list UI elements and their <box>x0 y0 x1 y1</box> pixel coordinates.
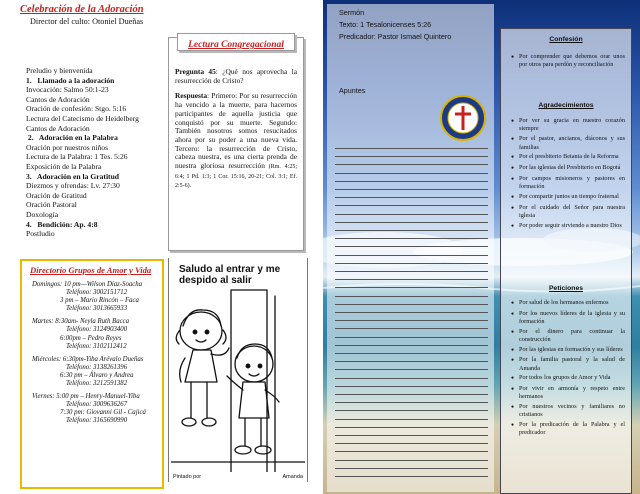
note-line <box>335 246 488 247</box>
note-line <box>335 410 488 411</box>
prayer-item: ● Por campos misioneros y pastores en formación <box>505 175 625 191</box>
prayer-item: ● Por ver su gracia en nuestro corazón siempre <box>505 117 625 133</box>
service-item: Exposición de la Palabra <box>26 161 102 171</box>
note-line <box>335 156 488 157</box>
note-line <box>335 214 488 215</box>
note-line <box>335 181 488 182</box>
note-line <box>335 460 488 461</box>
sermon-text: Texto: 1 Tesalonicenses 5:26 <box>339 20 432 29</box>
kids-footer-left: Pintado por <box>173 474 202 480</box>
service-item: Oración de confesión: Stgo. 5:16 <box>26 104 127 114</box>
answer-refs: (Rm. 4:25; 6:4; 1 Pd. 1:3; 1 Cor. 15:16, 20-21; Col. 3:1; Ef. 2:5-6). <box>175 164 297 190</box>
directorio-line: Martes: 8:30am- Neyla Ruth Bacca <box>32 318 130 326</box>
service-item: Oración de Gratitud <box>26 190 87 200</box>
note-line <box>335 476 488 477</box>
note-line <box>335 443 488 444</box>
note-line <box>335 287 488 288</box>
church-logo <box>439 94 487 142</box>
sermon-preacher: Predicador: Pastor Ismael Quintero <box>339 32 452 41</box>
children-drawing <box>171 286 305 472</box>
sermon-label: Sermón <box>339 8 365 17</box>
directorio-line: Teléfono: 3165690990 <box>66 417 128 425</box>
lectura-box <box>168 37 304 251</box>
directorio-title: Directorio Grupos de Amor y Vida <box>30 265 152 275</box>
kids-coloring-picture <box>168 258 308 482</box>
note-line <box>335 328 488 329</box>
celebration-title: Celebración de la Adoración <box>20 4 144 15</box>
peticiones-list <box>505 299 625 439</box>
service-section-heading: 3. Adoración en la Gratitud <box>26 171 120 181</box>
directorio-line: 7:30 pm: Giovanni Gil - Cajicá <box>60 409 146 417</box>
note-line <box>335 197 488 198</box>
service-item: Invocación: Salmo 50:1-23 <box>26 85 109 95</box>
note-line <box>335 263 488 264</box>
lectura-title: Lectura Congregacional <box>188 40 284 50</box>
service-section-heading: 4. Bendición: Ap. 4:8 <box>26 219 98 229</box>
note-line <box>335 394 488 395</box>
service-item: Oración Pastoral <box>26 200 77 210</box>
note-line <box>335 312 488 313</box>
directorio-list <box>32 281 160 426</box>
prayer-item: ● Por comprender que debemos orar unos por otros para perdón y reconciliación <box>505 53 625 69</box>
note-line <box>335 189 488 190</box>
note-line <box>335 427 488 428</box>
confesion-list <box>505 53 625 72</box>
note-line <box>335 222 488 223</box>
confesion-title: Confesión <box>549 36 583 43</box>
prayer-item: ● Por la predicación de la Palabra y el predicador <box>505 421 625 437</box>
question-text: : ¿Qué nos aprovecha la resurrección de Cristo? <box>175 67 297 85</box>
service-item: Postludio <box>26 229 55 239</box>
note-line <box>335 205 488 206</box>
note-line <box>335 271 488 272</box>
notes-label: Apuntes <box>339 86 366 95</box>
directorio-box <box>20 259 164 489</box>
service-section-heading: 2. Adoración en la Palabra <box>26 133 118 143</box>
agradecimientos-title: Agradecimientos <box>538 102 594 109</box>
prayer-item: ● Por poder seguir sirviendo a nuestro Dios <box>505 222 625 230</box>
director-line: Director del culto: Otoniel Dueñas <box>30 17 144 26</box>
directorio-line: Teléfono: 3138261396 <box>66 363 128 371</box>
answer-label: Respuesta <box>175 91 208 101</box>
peticiones-title: Peticiones <box>549 285 583 292</box>
note-line <box>335 378 488 379</box>
order-of-service <box>26 66 176 239</box>
prayer-item: ● Por el presbiterio Betania de la Reforma <box>505 153 625 161</box>
directorio-line: Viernes: 5:00 pm – Henry-Manuel-Yiba <box>32 393 140 401</box>
directorio-line: Teléfono: 3002151712 <box>66 289 128 297</box>
service-item: Oración por nuestros niños <box>26 142 109 152</box>
note-line <box>335 255 488 256</box>
directorio-line: Teléfono: 3009636267 <box>66 401 128 409</box>
note-line <box>335 402 488 403</box>
agradecimientos-list <box>505 117 625 233</box>
service-item: Diezmos y ofrendas: Lv. 27:30 <box>26 181 120 191</box>
note-line <box>335 435 488 436</box>
note-line <box>335 369 488 370</box>
prayer-panel <box>500 28 632 494</box>
lectura-text <box>175 68 297 191</box>
note-line <box>335 337 488 338</box>
service-item: Lectura de la Palabra: 1 Tes. 5:26 <box>26 152 128 162</box>
kids-caption: Saludo al entrar y me despido al salir <box>179 264 281 286</box>
note-line <box>335 345 488 346</box>
note-line <box>335 361 488 362</box>
service-section-heading: 1. Llamado a la adoración <box>26 75 115 85</box>
directorio-line: 6:30 pm – Álvaro y Andrea <box>60 371 134 379</box>
directorio-line: 3 pm – Mario Rincón – Faca <box>60 297 139 305</box>
kids-footer-right: Amanda <box>282 474 303 480</box>
note-line <box>335 386 488 387</box>
service-item: Cantos de Adoración <box>26 123 90 133</box>
note-line <box>335 468 488 469</box>
note-line <box>335 279 488 280</box>
prayer-item: ● Por el dinero para continuar la construcción <box>505 328 625 344</box>
prayer-item: ● Por las iglesias en formación y sus líderes <box>505 346 625 354</box>
prayer-item: ● Por compartir juntos un tiempo fraternal <box>505 193 625 201</box>
note-line <box>335 173 488 174</box>
directorio-line: Teléfono: 3102112412 <box>66 342 127 350</box>
prayer-item: ● Por el cuidado del Señor para nuestra iglesia <box>505 204 625 220</box>
prayer-item: ● Por el pastor, ancianos, diáconos y sus familias <box>505 135 625 151</box>
note-line <box>335 320 488 321</box>
note-line <box>335 419 488 420</box>
question-label: Pregunta 45 <box>175 67 216 76</box>
directorio-line: Teléfono: 3124903400 <box>66 326 128 334</box>
prayer-item: ● Por la familia pastoral y la salud de Amanda <box>505 356 625 372</box>
prayer-item: ● Por vivir en armonía y respeto entre hermanos <box>505 385 625 401</box>
prayer-item: ● Por los nuevos líderes de la iglesia y su formación <box>505 310 625 326</box>
answer-text: : Primero: Por su resurrección ha vencido a la muerte, para hacernos participantes de aquella justicia que conquistó por su muerte. Segundo: También nosotros somos resucitados ahora por su poder a una nueva vida. Tercero: la resurrección de Cristo, cabeza nuestra, es una cierta prenda de nuestra gloriosa resurrección <box>175 91 297 171</box>
directorio-line: Domingos: 10 pm—Wilson Díaz-Soacha <box>32 281 143 288</box>
prayer-item: ● Por todos los grupos de Amor y Vida <box>505 374 625 382</box>
prayer-item: ● Por nuestros vecinos y familiares no cristianos <box>505 403 625 419</box>
prayer-item: ● Por salud de los hermanos enfermos <box>505 299 625 307</box>
note-line <box>335 296 488 297</box>
directorio-line: 6:00pm – Pedro Reyes <box>60 334 122 342</box>
note-line <box>335 148 488 149</box>
note-line <box>335 230 488 231</box>
note-line <box>335 451 488 452</box>
directorio-line: Miércoles: 6:30pm-Yiba Arévalo Dueñas <box>32 355 144 363</box>
service-item: Preludio y bienvenida <box>26 66 93 75</box>
service-item: Lectura del Catecismo de Heidelberg <box>26 113 139 123</box>
service-item: Cantos de Adoración <box>26 94 90 104</box>
note-line <box>335 353 488 354</box>
directorio-line: Teléfono: 3013665933 <box>66 305 128 313</box>
note-line <box>335 238 488 239</box>
directorio-line: Teléfono: 3212591382 <box>66 380 128 388</box>
note-line <box>335 164 488 165</box>
service-item: Doxología <box>26 209 59 219</box>
prayer-item: ● Por las iglesias del Presbiterio en Bogotá <box>505 164 625 172</box>
lectura-title-tab <box>177 33 295 51</box>
note-line <box>335 304 488 305</box>
